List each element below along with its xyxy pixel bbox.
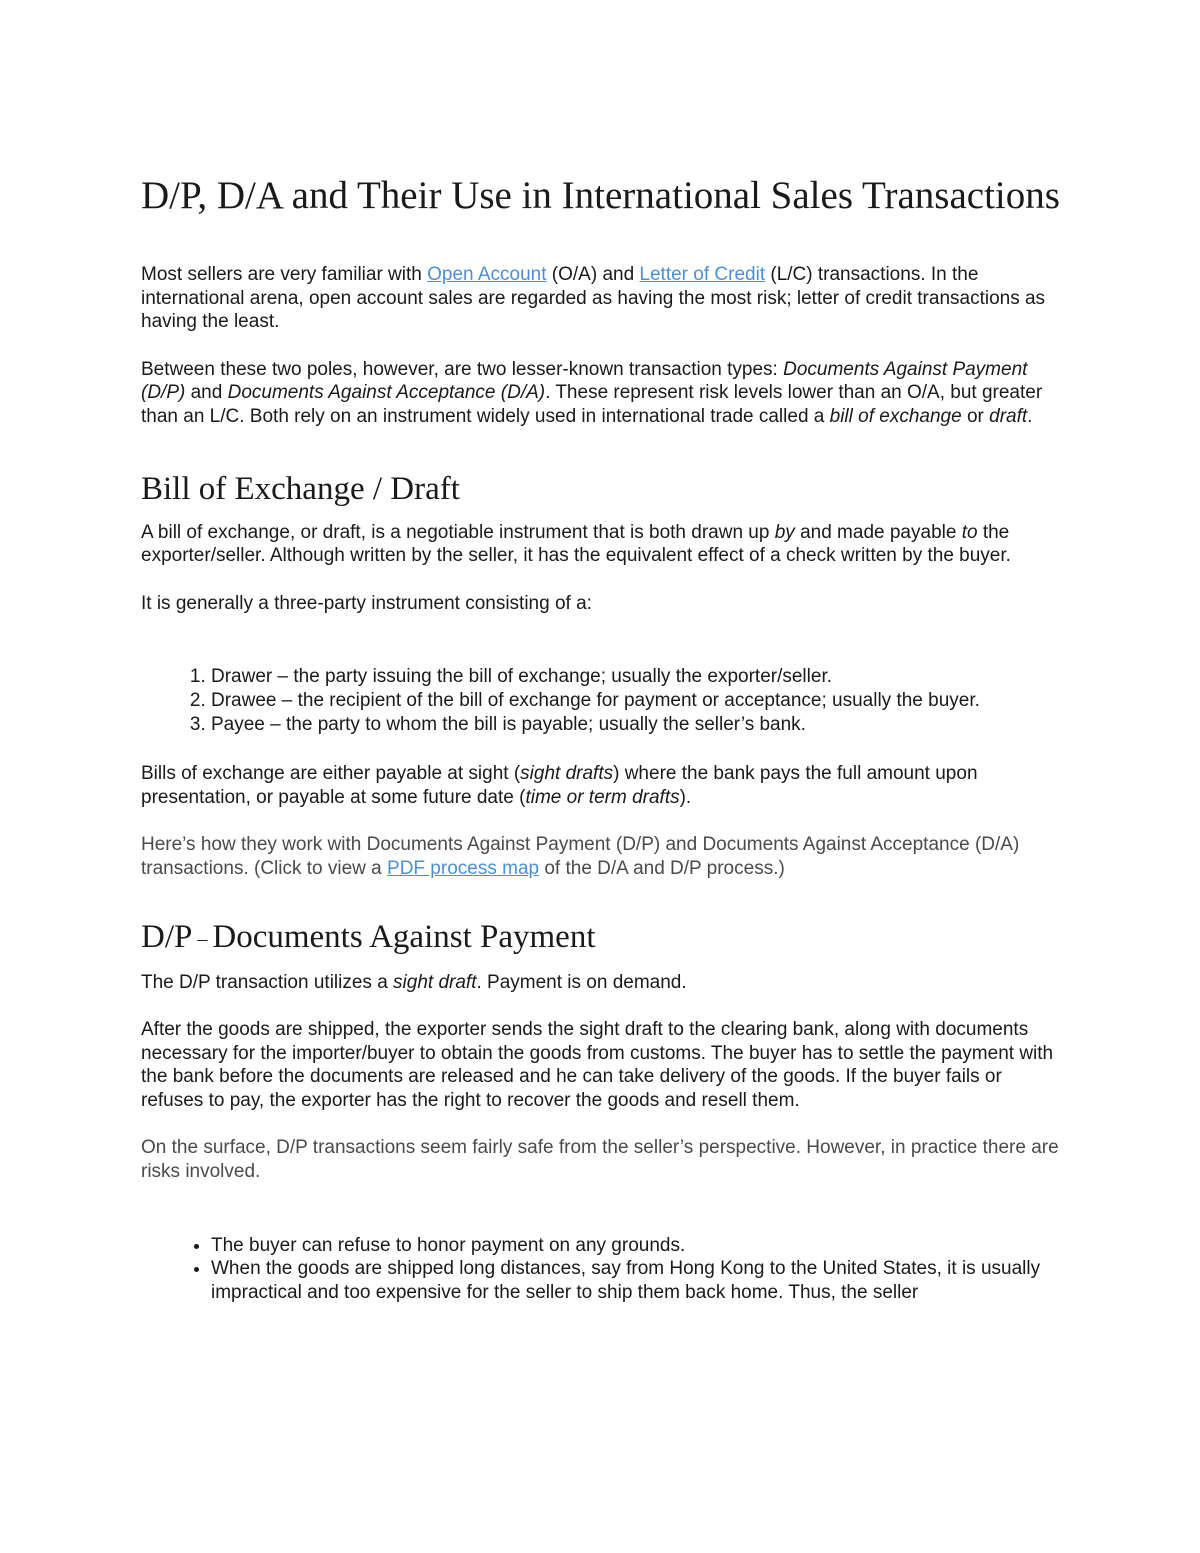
- intro-paragraph-2: [141, 358, 1061, 429]
- page-title: D/P, D/A and Their Use in International Sales Transactions: [141, 174, 1060, 217]
- dp-paragraph-2: After the goods are shipped, the exporter sends the sight draft to the clearing bank, along with documents necessary for the importer/buyer to obtain the goods from customs. The buyer has to settle the payment with the bank before the documents are released and he can take delivery of the goods. If the buyer fails or refuses to pay, the exporter has the right to recover the goods and resell them.: [141, 1019, 1054, 1111]
- text-run: of the D/A and D/P process.): [539, 857, 785, 879]
- text-run: and: [185, 382, 228, 404]
- pdf-process-map-link[interactable]: PDF process map: [387, 857, 540, 879]
- dp-paragraph-3: On the surface, D/P transactions seem fairly safe from the seller’s perspective. However, in practice there are risks involved.: [141, 1137, 1059, 1183]
- list-item: • The buyer can refuse to honor payment on any grounds.: [211, 1234, 1061, 1258]
- heading-part: D/P: [141, 918, 193, 955]
- emphasis: to: [961, 521, 978, 543]
- dp-paragraph-1: [141, 971, 1061, 995]
- text-run: .: [1027, 405, 1033, 427]
- emphasis: draft: [989, 405, 1028, 427]
- text-run: . These represent risk levels lower than an O/A, but greater than an L/C. Both rely on an instrument widely used in international trade called a: [141, 382, 1043, 427]
- emphasis: sight drafts: [520, 763, 614, 785]
- text-run: and made payable: [794, 521, 962, 543]
- list-item: 2. Drawee – the recipient of the bill of exchange for payment or acceptance; usually the buyer.: [211, 689, 1061, 713]
- heading-dash: –: [192, 927, 213, 950]
- text-run: ) where the bank pays the full amount upon presentation, or payable at some future date (: [141, 763, 978, 808]
- bill-of-exchange-heading: Bill of Exchange / Draft: [141, 470, 460, 507]
- bill-paragraph-2: It is generally a three-party instrument consisting of a:: [141, 592, 592, 614]
- text-run: The D/P transaction utilizes a: [141, 971, 394, 993]
- text-run: (O/A) and: [546, 264, 640, 285]
- bill-paragraph-4: [141, 833, 1061, 880]
- open-account-link[interactable]: Open Account: [427, 264, 547, 285]
- list-item: 1. Drawer – the party issuing the bill of exchange; usually the exporter/seller.: [211, 665, 1061, 689]
- emphasis: by: [774, 521, 795, 543]
- intro-paragraph-1: [141, 263, 1061, 334]
- text-run: A bill of exchange, or draft, is a negotiable instrument that is both drawn up: [141, 521, 775, 543]
- text-run: Bills of exchange are either payable at sight (: [141, 763, 521, 785]
- text-run: . Payment is on demand.: [476, 971, 687, 993]
- emphasis: sight draft: [393, 971, 477, 993]
- text-run: ).: [679, 786, 692, 808]
- emphasis: Documents Against Payment (D/P): [141, 358, 1028, 404]
- dp-heading: [141, 917, 1061, 959]
- list-item: 3. Payee – the party to whom the bill is payable; usually the seller’s bank.: [211, 713, 1061, 737]
- emphasis: Documents Against Acceptance (D/A): [227, 382, 546, 404]
- emphasis: bill of exchange: [829, 405, 962, 427]
- list-item: • When the goods are shipped long distances, say from Hong Kong to the United States, it is usually impractical and too expensive for the seller to ship them back home. Thus, the seller: [211, 1257, 1061, 1304]
- text-run: the exporter/seller. Although written by the seller, it has the equivalent effect of a check written by the buyer.: [141, 521, 1011, 567]
- bill-paragraph-3: [141, 762, 1061, 809]
- emphasis: time or term drafts: [525, 786, 680, 808]
- risks-list: [141, 1234, 1061, 1305]
- text-run: Here’s how they work with Documents Against Payment (D/P) and Documents Against Acceptance (D/A) transactions. (Click to view a: [141, 834, 1020, 879]
- letter-of-credit-link[interactable]: Letter of Credit: [639, 264, 766, 285]
- document-page: [141, 172, 1061, 1330]
- text-run: Between these two poles, however, are two lesser-known transaction types:: [141, 358, 784, 380]
- heading-part: Documents Against Payment: [212, 918, 596, 955]
- text-run: (L/C) transactions. In the international arena, open account sales are regarded as having the most risk; letter of credit transactions as having the least.: [141, 264, 1046, 333]
- text-run: or: [961, 405, 990, 427]
- parties-list: [141, 665, 1061, 736]
- bill-paragraph-1: [141, 521, 1061, 568]
- text-run: Most sellers are very familiar with: [141, 264, 428, 285]
